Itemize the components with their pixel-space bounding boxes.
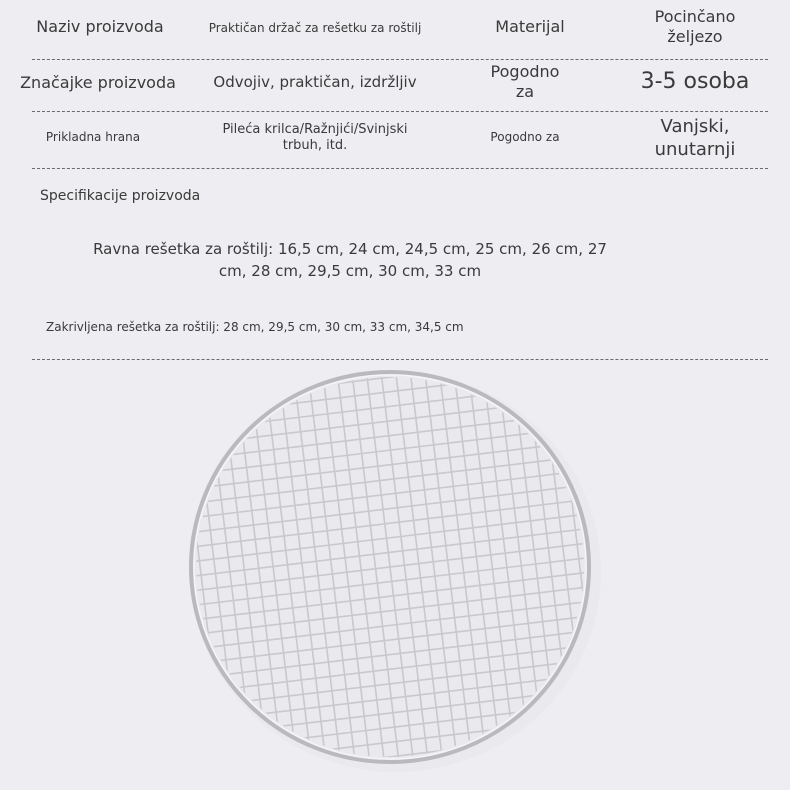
mesh-wire [136, 324, 593, 379]
product-name-label: Naziv proizvoda [36, 17, 164, 36]
features-value: Odvojiv, praktičan, izdržljiv [213, 73, 417, 91]
food-label: Prikladna hrana [45, 130, 141, 144]
features-label: Značajke proizvoda [20, 73, 176, 92]
mesh-wire [189, 770, 646, 790]
specs-title: Specifikacije proizvoda [40, 188, 201, 204]
material-label: Materijal [495, 17, 565, 36]
suitable-for-label: Pogodno za [490, 62, 560, 101]
product-name-value: Praktičan držač za rešetku za roštilj [208, 21, 422, 35]
material-value: Pocinčano željezo [654, 7, 736, 46]
suitable-for-value: 3-5 osoba [640, 69, 750, 94]
mesh-wire [132, 366, 187, 790]
food-value: Pileća krilca/Ražnjići/Svinjski trbuh, itd. [222, 122, 408, 154]
usage-label: Pogodno za [490, 130, 560, 144]
flat-grill-sizes: Ravna rešetka za roštilj: 16,5 cm, 24 cm, 24,5 cm, 25 cm, 26 cm, 27 cm, 28 cm, 29,5 cm, 30 cm, 33 cm [93, 240, 607, 280]
mesh-wire [593, 311, 648, 768]
curved-grill-sizes: Zakrivljena rešetka za roštilj: 28 cm, 29,5 cm, 30 cm, 33 cm, 34,5 cm [46, 320, 464, 334]
usage-value: Vanjski, unutarnji [654, 116, 736, 160]
mesh-wire [134, 309, 591, 364]
